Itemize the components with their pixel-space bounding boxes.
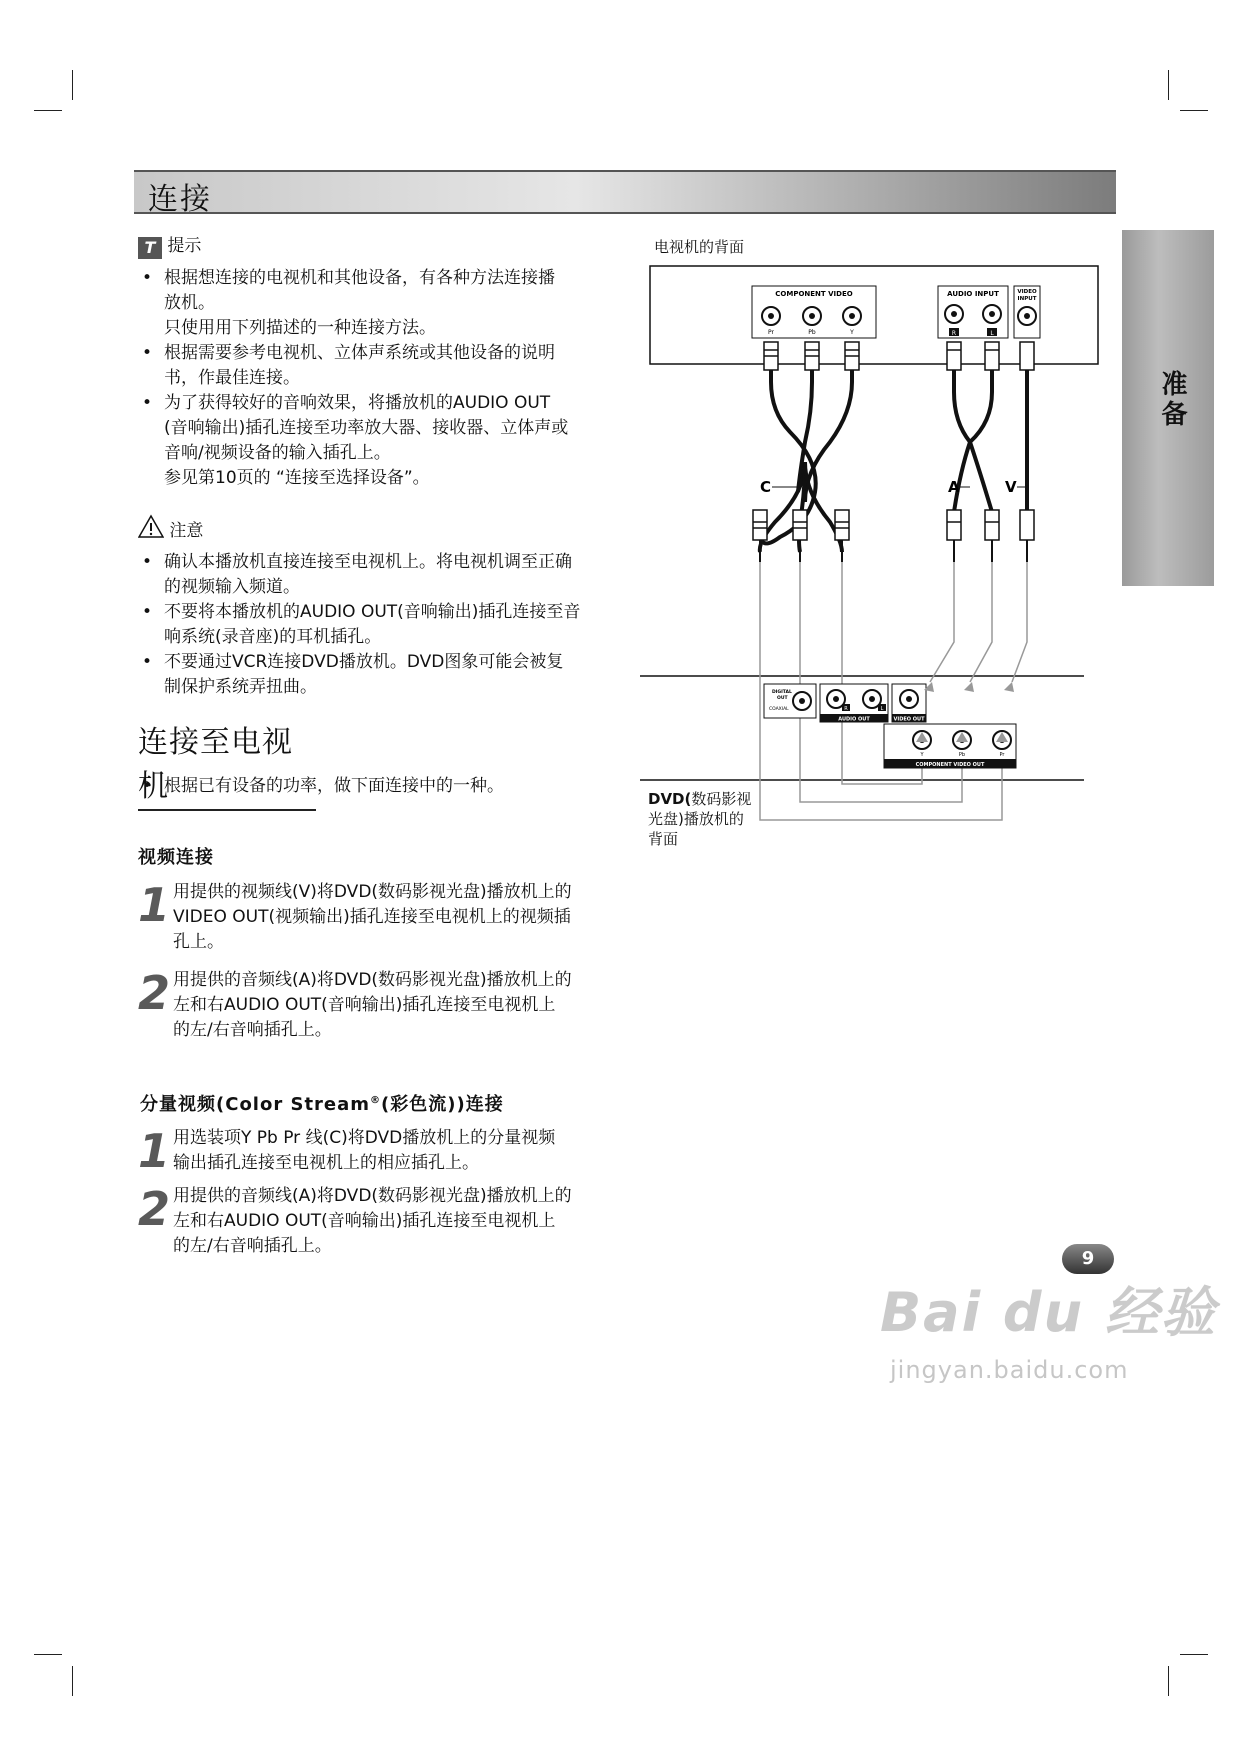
svg-text:L: L [880,706,884,712]
section-title: 连接 [148,182,212,217]
warning-icon [138,514,164,538]
list-item: • 根据需要参考电视机、立体声系统或其他设备的说明 书，作最佳连接。 [138,341,620,391]
svg-text:光盘)播放机的: 光盘)播放机的 [648,810,744,828]
tv-rear-label: 电视机的背面 [654,238,745,256]
dvd-rear-label: DVD(数码影视 [648,790,752,808]
tip-label: 提示 [167,236,202,256]
crop-mark [34,110,62,111]
list-item: • 确认本播放机直接连接至电视机上。将电视机调至正确 的视频输入频道。 [138,550,620,600]
tv-intro: • 根据已有设备的功率，做下面连接中的一种。 [138,774,620,799]
cable-label-a: A [948,478,960,496]
cable-c-plugs-top [764,342,859,370]
svg-text:R: R [844,706,848,712]
svg-text:Pb: Pb [958,752,966,758]
component-step-1: 1 用选装项Y Pb Pr 线(C)将DVD播放机上的分量视频 输出插孔连接至电视机上的相应插孔上。 [138,1124,556,1178]
cable-label-v: V [1005,478,1017,496]
connection-diagram [640,232,1110,872]
tip-list [138,266,620,491]
cable-v [1020,342,1034,562]
svg-text:Pr: Pr [768,329,774,336]
crop-mark [1168,70,1169,100]
svg-text:DIGITAL: DIGITAL [772,690,792,695]
component-connection-heading: 分量视频(Color Stream®(彩色流))连接 [140,1094,504,1115]
svg-text:COAXIAL: COAXIAL [769,707,789,712]
svg-text:R: R [951,330,957,337]
caution-list [138,550,620,700]
svg-text:COMPONENT VIDEO: COMPONENT VIDEO [775,290,853,298]
list-item: • 根据想连接的电视机和其他设备，有各种方法连接播 放机。 只使用用下列描述的一种连接方法。 [138,266,620,341]
section-title-bar [134,170,1116,217]
crop-mark [34,1654,62,1655]
svg-text:AUDIO INPUT: AUDIO INPUT [947,290,999,298]
caution-label: 注意 [169,521,204,541]
watermark-brand: Bai du 经验 [880,1281,1217,1344]
svg-text:Y: Y [850,329,854,336]
tip-icon: T [138,237,162,259]
component-step-2: 2 用提供的音频线(A)将DVD(数码影视光盘)播放机上的 左和右AUDIO OUT(音响输出)插孔连接至电视机上 的左/右音响插孔上。 [138,1182,572,1256]
svg-text:背面: 背面 [648,830,679,848]
video-step-1: 1 用提供的视频线(V)将DVD(数码影视光盘)播放机上的 VIDEO OUT(视频输出)插孔连接至电视机上的视频插 孔上。 [138,878,572,952]
svg-text:OUT: OUT [777,696,788,701]
svg-text:Pr: Pr [999,752,1005,758]
crop-mark [72,70,73,100]
tip-heading [138,234,201,259]
list-item: • 不要将本播放机的AUDIO OUT(音响输出)插孔连接至音 响系统(录音座)的耳机插孔。 [138,600,620,650]
cable-c-plugs-bottom [753,510,849,540]
page-number: 9 [1062,1244,1114,1274]
svg-text:Pb: Pb [808,329,816,336]
crop-mark [1168,1666,1169,1696]
svg-text:COMPONENT VIDEO OUT: COMPONENT VIDEO OUT [915,762,985,768]
list-item: • 为了获得较好的音响效果，将播放机的AUDIO OUT (音响输出)插孔连接至功率放大器、接收器、立体声或 音响/视频设备的输入插孔上。 参见第10页的 “连接至选择设备”。 [138,391,620,491]
subsection-title: 连接至电视机 [138,717,316,811]
side-tab [1122,230,1214,586]
crop-mark [1180,1654,1208,1655]
svg-text:VIDEO OUT: VIDEO OUT [893,716,925,723]
svg-text:VIDEO: VIDEO [1017,289,1037,295]
side-tab-label: 准备 [1157,370,1187,430]
watermark-url: jingyan.baidu.com [890,1356,1129,1384]
svg-text:INPUT: INPUT [1017,296,1037,302]
video-step-2: 2 用提供的音频线(A)将DVD(数码影视光盘)播放机上的 左和右AUDIO OUT(音响输出)插孔连接至电视机上 的左/右音响插孔上。 [138,966,572,1040]
cable-label-c: C [760,478,772,496]
svg-text:AUDIO OUT: AUDIO OUT [838,716,870,723]
crop-mark [1180,110,1208,111]
list-item: • 不要通过VCR连接DVD播放机。DVD图象可能会被复 制保护系统弄扭曲。 [138,650,620,700]
cable-a [954,352,992,512]
svg-text:L: L [990,330,994,337]
video-connection-heading: 视频连接 [138,847,214,868]
caution-heading [138,514,203,543]
crop-mark [72,1666,73,1696]
svg-text:Y: Y [920,752,924,758]
